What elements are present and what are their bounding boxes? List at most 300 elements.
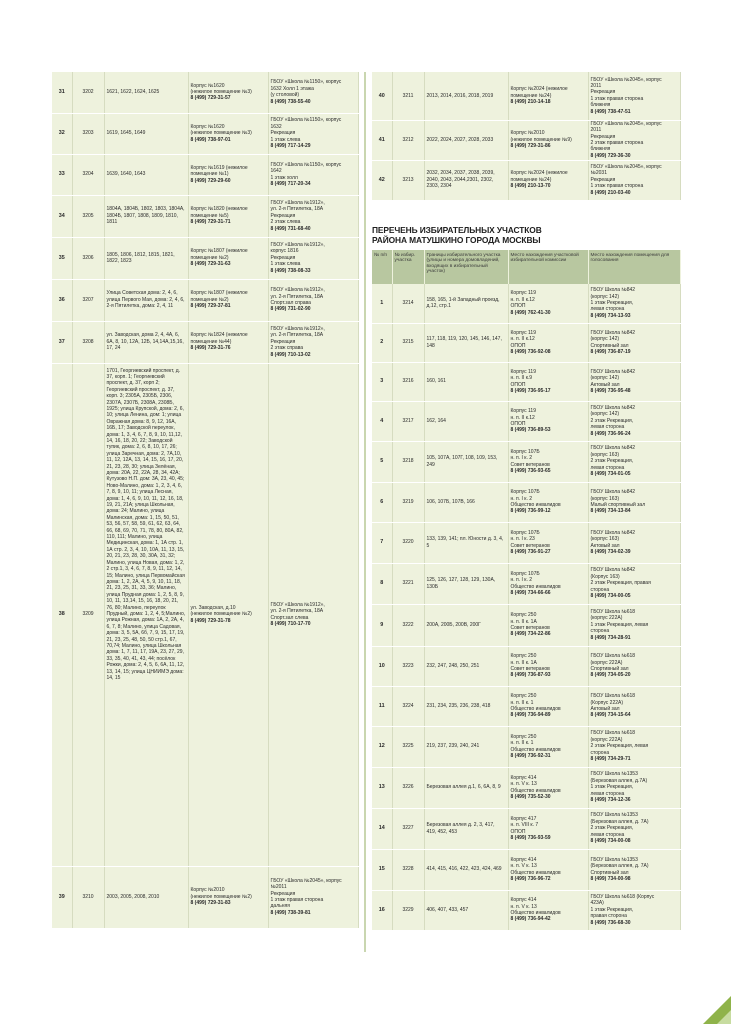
row-number: 37: [52, 321, 72, 363]
place-line: н. п. II к.12: [510, 296, 535, 303]
place-line: Корпус 414: [510, 774, 537, 781]
place-line: н. п. I к. 2: [510, 495, 533, 502]
precinct-code: 3210: [72, 866, 104, 928]
vote-line: Рекреация: [590, 133, 616, 140]
precinct-code: 3223: [392, 646, 424, 686]
vote-line: ГБОУ Школа №618: [590, 730, 636, 737]
voting-phone: 8 (499) 734-13-93: [590, 312, 631, 319]
vote-line: 1 этаж Рекреация,: [590, 300, 634, 307]
commission-phone: 8 (499) 736-99-12: [510, 508, 551, 515]
table-row: [52, 154, 358, 195]
voting-location: [588, 808, 680, 849]
table-row: [372, 160, 680, 200]
precinct-bounds: 105, 107А, 107Г, 108, 109, 153, 249: [424, 441, 508, 482]
vote-line: ГБОУ Школа №1353: [590, 856, 638, 863]
vote-line: ГБОУ «Школа №1912»,: [270, 287, 325, 294]
voting-phone: 8 (499) 734-01-05: [590, 471, 631, 478]
vote-line: ГБОУ «Школа №2045», корпус: [590, 120, 662, 127]
commission-phone: 8 (499) 736-89-53: [510, 427, 551, 434]
precinct-code: 3224: [392, 686, 424, 726]
commission-location: [508, 849, 588, 890]
commission-phone: 8 (499) 729-37-81: [190, 303, 231, 310]
place-line: Корпус 107Б: [510, 570, 540, 577]
place-line: н. п. V к. 13: [510, 781, 537, 788]
vote-line: 2011: [590, 127, 602, 134]
commission-phone: 8 (499) 738-97-01: [190, 136, 231, 143]
commission-location: [508, 646, 588, 686]
table-row: [372, 646, 680, 686]
precinct-bounds: Березовая аллея д.1, 6, 6А, 8, 9: [424, 767, 508, 808]
place-line: Корпус №1820 (нежилое: [190, 206, 248, 213]
precinct-code: 3208: [72, 321, 104, 363]
vote-line: ГБОУ «Школа №1150», корпус: [270, 161, 342, 168]
column-separator: [364, 72, 366, 952]
voting-location: [588, 686, 680, 726]
vote-line: ГБОУ «Школа №1150», корпус: [270, 117, 342, 124]
precinct-bounds: ул. Заводская, дома 2, 4, 4А, 6, 6А, 8, 10, 12А, 12Б, 14,14А,15,16, 17, 24: [104, 321, 188, 363]
place-line: Корпус 107Б: [510, 448, 540, 455]
vote-line: 2 этаж слева: [270, 219, 301, 226]
commission-location: [508, 767, 588, 808]
row-number: 12: [372, 726, 392, 767]
voting-location: [588, 362, 680, 401]
precinct-bounds: 1639, 1640, 1643: [104, 154, 188, 195]
place-line: н. п. V к. 13: [510, 903, 537, 910]
voting-phone: 8 (499) 734-28-91: [590, 634, 631, 641]
commission-location: [508, 284, 588, 323]
voting-phone: 8 (499) 738-08-33: [270, 267, 311, 274]
row-number: 33: [52, 154, 72, 195]
precinct-code: 3217: [392, 401, 424, 441]
voting-location: [268, 113, 358, 154]
commission-phone: 8 (499) 736-93-59: [510, 834, 551, 841]
vote-line: (Березовая аллея, д.7А): [590, 777, 648, 784]
vote-line: Спорт.зал слева: [270, 614, 309, 621]
vote-line: ГБОУ Школа №842: [590, 489, 636, 496]
commission-phone: 8 (499) 736-87-93: [510, 672, 551, 679]
place-line: н. п. II к.9: [510, 375, 533, 382]
table-row: [52, 321, 358, 363]
row-number: 41: [372, 120, 392, 160]
place-line: (нежилое помещение №9): [510, 136, 572, 143]
row-number: 34: [52, 195, 72, 237]
voting-phone: 8 (499) 717-20-34: [270, 180, 311, 187]
table-row: [52, 195, 358, 237]
vote-line: (корпус 142): [590, 411, 620, 418]
commission-phone: 8 (499) 736-94-42: [510, 916, 551, 923]
place-line: ОПОП: [510, 381, 526, 388]
vote-line: Спорт.зал справа: [270, 300, 311, 306]
vote-line: ГБОУ Школа №618: [590, 693, 636, 700]
vote-line: ГБОУ Школа №842: [590, 529, 636, 536]
voting-location: [268, 72, 358, 113]
commission-location: [508, 604, 588, 646]
commission-phone: 8 (499) 729-31-63: [190, 261, 231, 268]
voting-phone: 8 (499) 710-17-70: [270, 620, 311, 627]
vote-line: 1 этаж Рекреация,: [590, 784, 634, 791]
place-line: н. п. I к. 2: [510, 455, 533, 462]
voting-phone: 8 (499) 734-02-39: [590, 548, 631, 555]
commission-location: [508, 563, 588, 604]
table-row: [372, 604, 680, 646]
place-line: Корпус №1620: [190, 123, 225, 130]
table-row: [372, 482, 680, 522]
vote-line: Малый спортивный зал: [590, 502, 646, 508]
voting-location: [268, 154, 358, 195]
vote-line: Рекреация: [270, 130, 296, 137]
vote-line: ГБОУ «Школа №1912»,: [270, 199, 325, 206]
place-line: н. п. II к. 1А: [510, 618, 537, 625]
commission-location: [188, 237, 268, 279]
vote-line: 1 этаж правая сторона: [590, 95, 644, 102]
commission-location: [508, 522, 588, 563]
commission-location: [508, 401, 588, 441]
vote-line: 1 этаж правая сторона: [590, 183, 644, 190]
row-number: 11: [372, 686, 392, 726]
commission-location: [188, 154, 268, 195]
commission-phone: 8 (499) 729-29-60: [190, 177, 231, 184]
voting-location: [588, 849, 680, 890]
vote-line: (корпус 142): [590, 336, 620, 343]
commission-phone: 8 (499) 734-22-86: [510, 631, 551, 638]
place-line: Корпус №2010: [190, 887, 225, 894]
vote-line: №2011: [270, 884, 287, 891]
place-line: Корпус №1620: [190, 82, 225, 89]
commission-phone: 8 (499) 729-31-76: [190, 345, 231, 352]
commission-phone: 8 (499) 729-31-86: [510, 143, 551, 150]
vote-line: ГБОУ Школа №1353: [590, 812, 638, 819]
vote-line: 1642: [270, 168, 282, 175]
precinct-code: 3212: [392, 120, 424, 160]
voting-location: [588, 284, 680, 323]
place-line: Совет ветеранов: [510, 625, 550, 631]
header-num: № п/п: [372, 250, 392, 284]
place-line: Общество инвалидов: [510, 746, 561, 753]
vote-line: (корпус 222А): [590, 615, 623, 622]
commission-location: [508, 890, 588, 930]
vote-line: Рекреация: [590, 176, 616, 183]
commission-location: [188, 363, 268, 866]
vote-line: Спортивный зал: [590, 666, 629, 672]
voting-phone: 8 (499) 736-68-30: [590, 919, 631, 926]
commission-location: [508, 362, 588, 401]
vote-line: Рекреация: [270, 890, 296, 897]
place-line: (нежилое помещение №3): [190, 89, 252, 96]
precinct-code: 3216: [392, 362, 424, 401]
voting-phone: 8 (499) 731-02-90: [270, 306, 311, 313]
precinct-code: 3206: [72, 237, 104, 279]
voting-location: [588, 160, 680, 200]
vote-line: ГБОУ Школа №618 (Корпус: [590, 893, 655, 900]
vote-line: Актовый зал: [590, 706, 620, 712]
left-table: [52, 72, 359, 929]
vote-line: (корпус 142): [590, 293, 620, 300]
voting-phone: 8 (499) 738-39-81: [270, 909, 311, 916]
commission-phone: 8 (499) 736-96-72: [510, 875, 551, 882]
precinct-code: 3222: [392, 604, 424, 646]
vote-line: 1 этаж Рекреация, левая: [590, 621, 649, 628]
row-number: 3: [372, 362, 392, 401]
precinct-bounds: 406, 407, 433, 457: [424, 890, 508, 930]
place-line: Корпус №1807 (нежилое: [190, 248, 248, 255]
precinct-code: 3214: [392, 284, 424, 323]
vote-line: ближняя: [590, 146, 611, 153]
place-line: помещение №1): [190, 171, 229, 178]
voting-phone: 8 (499) 731-68-40: [270, 225, 311, 232]
voting-location: [588, 646, 680, 686]
vote-line: (Корпус 222А): [590, 699, 624, 706]
vote-line: левая сторона: [590, 790, 625, 797]
precinct-bounds: 2013, 2014, 2016, 2018, 2019: [424, 72, 508, 120]
commission-location: [188, 279, 268, 321]
commission-location: [508, 120, 588, 160]
vote-line: (корпус 163): [590, 536, 620, 543]
place-line: Корпус №1824 (нежилое: [190, 332, 248, 339]
voting-phone: 8 (499) 710-13-02: [270, 351, 311, 358]
table-row: [52, 113, 358, 154]
voting-location: [588, 767, 680, 808]
vote-line: Рекреация: [270, 254, 296, 261]
vote-line: 1632 Холл 1 этажа: [270, 85, 314, 92]
place-line: Общество инвалидов: [510, 787, 561, 794]
vote-line: сторона: [590, 628, 610, 635]
vote-line: сторона: [590, 749, 610, 756]
table-row: [372, 808, 680, 849]
place-line: ОПОП: [510, 421, 526, 427]
table-row: [372, 284, 680, 323]
place-line: Корпус №2010: [510, 130, 545, 137]
commission-location: [508, 686, 588, 726]
place-line: помещение №2): [190, 296, 229, 303]
place-line: Корпус 250: [510, 693, 537, 700]
row-number: 39: [52, 866, 72, 928]
commission-location: [188, 72, 268, 113]
vote-line: Спортивный зал: [590, 869, 629, 876]
vote-line: (корпус 222А): [590, 736, 623, 743]
voting-phone: 8 (499) 734-29-71: [590, 756, 631, 763]
place-line: н. п. II к. 1: [510, 699, 534, 706]
row-number: 13: [372, 767, 392, 808]
voting-phone: 8 (499) 736-96-24: [590, 430, 631, 437]
vote-line: 1632: [270, 123, 282, 130]
commission-phone: 8 (499) 736-95-17: [510, 387, 551, 394]
commission-location: [188, 113, 268, 154]
precinct-code: 3204: [72, 154, 104, 195]
commission-location: [188, 866, 268, 928]
place-line: помещение №2): [190, 254, 229, 261]
commission-location: [508, 441, 588, 482]
heading-line: РАЙОНА МАТУШКИНО ГОРОДА МОСКВЫ: [372, 235, 541, 245]
row-number: 40: [372, 72, 392, 120]
vote-line: правая сторона: [590, 913, 627, 920]
voting-location: [268, 237, 358, 279]
place-line: (нежилое помещение №2): [190, 893, 252, 900]
vote-line: 423А): [590, 900, 604, 907]
voting-location: [588, 726, 680, 767]
vote-line: Спортивный зал: [590, 342, 629, 349]
voting-phone: 8 (499) 736-87-19: [590, 348, 631, 355]
precinct-bounds: 158, 165, 1-й Западный проезд, д.12, стр.1: [424, 284, 508, 323]
header-code: № избир. участка: [392, 250, 424, 284]
voting-location: [268, 279, 358, 321]
table-row: [372, 72, 680, 120]
table-row: [372, 120, 680, 160]
precinct-bounds: 2022, 2024, 2027, 2028, 2033: [424, 120, 508, 160]
row-number: 31: [52, 72, 72, 113]
place-line: н. п. II к. 1: [510, 740, 534, 747]
vote-line: 2 этаж Рекреация,: [590, 417, 634, 424]
place-line: Корпус 417: [510, 815, 537, 822]
place-line: (нежилое помещение №3): [190, 130, 252, 137]
vote-line: Актовый зал: [590, 542, 620, 549]
table-row: [372, 323, 680, 362]
vote-line: ГБОУ Школа №842: [590, 404, 636, 411]
place-line: Совет ветеранов: [510, 542, 550, 549]
precinct-code: 3229: [392, 890, 424, 930]
table-row: [372, 522, 680, 563]
vote-line: ГБОУ «Школа №1150», корпус: [270, 79, 342, 86]
precinct-bounds: 106, 107Б, 107В, 166: [424, 482, 508, 522]
header-bounds: Границы избирательного участка (улицы и номера домовладений, входящих в избирательный участок): [424, 250, 508, 284]
table-row: [52, 279, 358, 321]
vote-line: 2 этаж Рекреация,: [590, 458, 634, 465]
voting-phone: 8 (499) 210-03-40: [590, 189, 631, 196]
voting-phone: 8 (499) 734-15-64: [590, 712, 631, 719]
vote-line: ГБОУ «Школа №2045», корпус: [270, 877, 342, 884]
precinct-bounds: 1621, 1622, 1624, 1625: [104, 72, 188, 113]
vote-line: (корпус 222А): [590, 659, 623, 666]
voting-phone: 8 (499) 734-05-20: [590, 672, 631, 679]
precinct-code: 3202: [72, 72, 104, 113]
row-number: 32: [52, 113, 72, 154]
row-number: 6: [372, 482, 392, 522]
voting-phone: 8 (499) 734-00-05: [590, 593, 631, 600]
vote-line: ГБОУ Школа №842: [590, 368, 636, 375]
table-row: [52, 237, 358, 279]
voting-phone: 8 (499) 734-00-98: [590, 875, 631, 882]
row-number: 14: [372, 808, 392, 849]
left-table-body: [52, 72, 358, 928]
vote-line: 1 этаж холл: [270, 174, 298, 181]
voting-location: [588, 401, 680, 441]
place-line: Корпус 414: [510, 856, 537, 863]
commission-phone: 8 (499) 762-41-30: [510, 309, 551, 316]
precinct-bounds: 125, 126, 127, 128, 129, 130А, 130Б: [424, 563, 508, 604]
precinct-bounds: 160, 161: [424, 362, 508, 401]
vote-line: 2 этаж Рекреация, левая: [590, 743, 649, 750]
right-top-table-body: [372, 72, 680, 200]
row-number: 15: [372, 849, 392, 890]
header-vote: Место нахождения помещения для голосования: [588, 250, 680, 284]
precinct-bounds: Березовая аллея д. 2, 3, 417, 419, 452, 453: [424, 808, 508, 849]
place-line: Общество инвалидов: [510, 583, 561, 590]
table-row: [372, 441, 680, 482]
precinct-code: 3215: [392, 323, 424, 362]
place-line: Корпус 119: [510, 290, 536, 297]
precinct-code: 3221: [392, 563, 424, 604]
precinct-code: 3205: [72, 195, 104, 237]
vote-line: дальняя: [270, 903, 290, 910]
vote-line: ГБОУ «Школа №1912»,: [270, 325, 325, 332]
precinct-code: 3225: [392, 726, 424, 767]
precinct-code: 3209: [72, 363, 104, 866]
table-row: [52, 866, 358, 928]
row-number: 9: [372, 604, 392, 646]
commission-phone: 8 (499) 736-92-31: [510, 752, 551, 759]
vote-line: (корпус 163): [590, 451, 620, 458]
vote-line: ГБОУ «Школа №1912»,: [270, 241, 325, 248]
vote-line: ГБОУ Школа №618: [590, 653, 636, 660]
row-number: 36: [52, 279, 72, 321]
precinct-code: 3207: [72, 279, 104, 321]
place-line: н. п. I к. 23: [510, 536, 535, 543]
precinct-bounds: 2003, 2005, 2008, 2010: [104, 866, 188, 928]
voting-location: [588, 120, 680, 160]
place-line: Общество инвалидов: [510, 706, 561, 712]
precinct-bounds: 1701, Георгиевский проспект, д. 37, корп. 1; Георгиевский проспект, д. 37, корп 2; Георгиевский проспект, д. 37, корп. 3; 2305А, 2305Б, 2306, 2307А, 2307Б, 2308А, 2308Б, 1925; улица Крупской, дома: 2, 6, 10; улица Ленина, дом: 1; улица Овражная дома: 8, 9, 12, 16А, 16Б, 17; Заводской переулок, дома: 1, 3, 4, 6, 7, 8, 9, 10, 11,12, 14, 16, 18, 20, 22; Заводской тупик, дома: 2, 6, 8, 10, 17, 26; улица Заречная, дома: 2, 7А,10, 11, 12, 12А, 13, 14, 15, 16, 17, 20, 21, 23, 28, 30; улица Зелёная, дома: 20А, 22, 22А, 28, 34, 42А; Кутузово Н.П. дом: 3А, 23, 40, 45; Ново-Малино, дома: 1, 2, 3, 4, 6, 7, 8, 9, 10, 11; улица Лесная, дома: 1, 4, 6, 9, 10, 11, 12, 16, 18, 19, 21, 21А; улица Школьная, дома: 24; Малино, улица Малинская, дома: 1, 15, 50, 51, 53, 56, 57, 58, 59, 61, 62, 63, 64, 66, 68, 69, 70, 71, 78, 80, 80А, 82, 110, 111; Малино, улица Медицинская, дома: 1, 1А стр. 1, 1А стр. 2, 3, 4, 10, 10А, 11, 13, 15, 20, 21, 23, 28, 30, 30А, 31, 32; Малино, улица Новая, дома: 1, 2, 2 стр.1, 3, 4, 6, 7, 8, 9, 11, 12, 14, 15; Малино, улица Первомайская дома: 1, 2, 2А, 4, 5, 9, 10, 11, 18, 21, 23, 25, 31, 33, 36; Малино, улица Прудная дома: 1, 2, 5, 8, 9, 10, 11, 13,14, 15, 16, 18, 20, 21, 76, 80; Малино, переулок Прудный, дома: 1, 2, 4, 5;Малино, улица Рожная, дома: 1А, 2, 2А, 4, 6, 7, 8; Малино, улица Садовая, дома: 3, 5, 5А, 6б, 7, 9, 15, 17, 19, 21, 23, 25, 48, 50, 50 стр.1, 67, 70,74; Малино, улица Школьная дома: 1, 7, 11, 17, 19А, 23, 27, 29, 33, 35, 40, 41, 43, 44; посёлок Рожки, дома: 2, 4, 5, 6, 6А, 11, 12, 13, 14, 15; улица ЦНИИМЭ дома: 14, 15: [104, 363, 188, 866]
section-heading: [372, 225, 680, 245]
right-table-body: [372, 284, 680, 930]
place-line: н. п. II к.12: [510, 414, 535, 421]
vote-line: Рекреация: [270, 212, 296, 219]
vote-line: (корпус 163): [590, 495, 620, 502]
place-line: ОПОП: [510, 828, 526, 835]
vote-line: ГБОУ Школа №842: [590, 567, 636, 574]
precinct-code: 3220: [392, 522, 424, 563]
vote-line: (Корпус 163): [590, 573, 620, 580]
precinct-bounds: 414, 415, 416, 422, 423, 424, 469: [424, 849, 508, 890]
commission-phone: 8 (499) 735-52-30: [510, 793, 551, 800]
vote-line: ГБОУ Школа №842: [590, 329, 636, 336]
table-row: [372, 362, 680, 401]
voting-location: [588, 890, 680, 930]
vote-line: левая сторона: [590, 464, 625, 471]
place-line: Общество инвалидов: [510, 869, 561, 876]
precinct-code: 3226: [392, 767, 424, 808]
precinct-bounds: 2032, 2034, 2037, 2038, 2039, 2040, 2043, 2044,2301, 2302, 2303, 2304: [424, 160, 508, 200]
commission-phone: 8 (499) 736-93-65: [510, 467, 551, 474]
vote-line: ул. 2-я Пятилетка, 18А: [270, 608, 324, 615]
vote-line: сторона: [590, 586, 610, 593]
vote-line: левая сторона: [590, 424, 625, 431]
table-row: [372, 767, 680, 808]
header-place: Место нахождения участковой избирательной комиссии: [508, 250, 588, 284]
heading-line: ПЕРЕЧЕНЬ ИЗБИРАТЕЛЬНЫХ УЧАСТКОВ: [372, 225, 542, 235]
table-row: [372, 726, 680, 767]
precinct-code: 3228: [392, 849, 424, 890]
voting-phone: 8 (499) 734-13-84: [590, 508, 631, 515]
place-line: Корпус №1619 (нежилое: [190, 164, 248, 171]
table-row: [372, 890, 680, 930]
vote-line: ГБОУ Школа №1353: [590, 771, 638, 778]
precinct-bounds: 1805, 1806, 1812, 1815, 1821, 1822, 1823: [104, 237, 188, 279]
table-row: [372, 401, 680, 441]
place-line: Совет ветеранов: [510, 666, 550, 672]
voting-phone: 8 (499) 734-12-36: [590, 797, 631, 804]
precinct-bounds: 231, 234, 235, 236, 238, 418: [424, 686, 508, 726]
voting-location: [588, 72, 680, 120]
table-row: [52, 72, 358, 113]
place-line: н. п. V к. 13: [510, 863, 537, 870]
voting-location: [588, 563, 680, 604]
vote-line: 2 этаж Рекреация, правая: [590, 580, 651, 587]
voting-location: [268, 195, 358, 237]
vote-line: 2011: [590, 82, 602, 89]
vote-line: (Березовая аллея, д. 7А): [590, 818, 649, 825]
place-line: помещение №24): [510, 92, 552, 99]
commission-phone: 8 (499) 729-31-71: [190, 219, 231, 226]
place-line: н. п. II к. 1А: [510, 659, 537, 666]
